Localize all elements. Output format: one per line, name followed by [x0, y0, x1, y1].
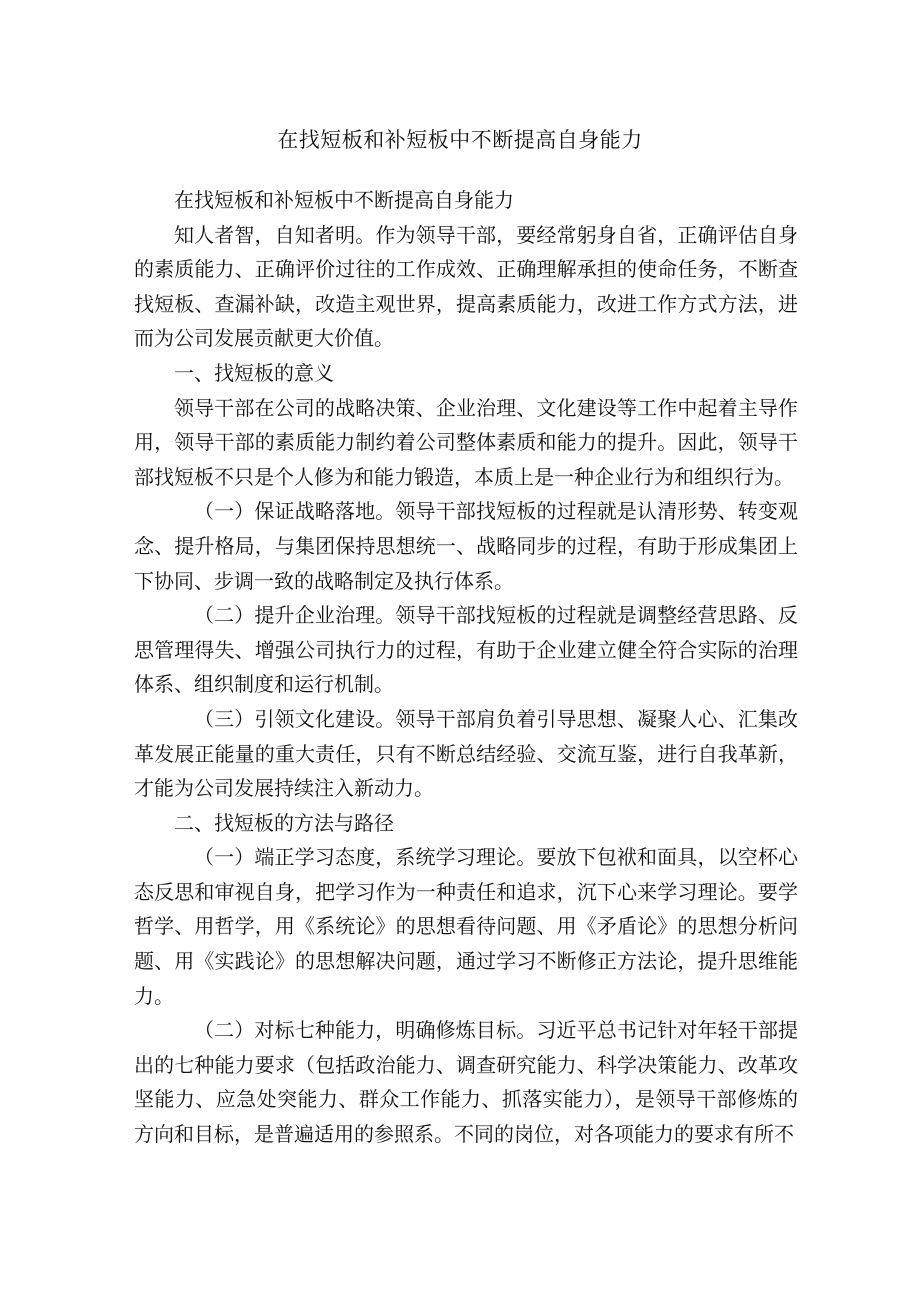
paragraph-point-2-2: （二）对标七种能力，明确修炼目标。习近平总书记针对年轻干部提出的七种能力要求（包括政治能力、调查研究能力、科学决策能力、改革攻坚能力、应急处突能力、群众工作能力、抓落实能力），是领导干部修炼的方向和目标，是普遍适用的参照系。不同的岗位，对各项能力的要求有所不	[134, 1018, 798, 1147]
document-body	[134, 183, 798, 1152]
paragraph-significance: 领导干部在公司的战略决策、企业治理、文化建设等工作中起着主导作用，领导干部的素质能力制约着公司整体素质和能力的提升。因此，领导干部找短板不只是个人修为和能力锻造，本质上是一种企业行为和组织行为。	[134, 395, 798, 489]
section-heading-1: 一、找短板的意义	[174, 360, 334, 385]
document-title: 在找短板和补短板中不断提高自身能力	[277, 128, 643, 152]
paragraph-subtitle: 在找短板和补短板中不断提高自身能力	[174, 188, 514, 212]
paragraph-point-1-1: （一）保证战略落地。领导干部找短板的过程就是认清形势、转变观念、提升格局，与集团保持思想统一、战略同步的过程，有助于形成集团上下协同、步调一致的战略制定及执行体系。	[134, 499, 798, 593]
paragraph-point-1-3: （三）引领文化建设。领导干部肩负着引导思想、凝聚人心、汇集改革发展正能量的重大责任，只有不断总结经验、交流互鉴，进行自我革新，才能为公司发展持续注入新动力。	[134, 706, 798, 801]
section-heading-2: 二、找短板的方法与路径	[174, 810, 394, 835]
paragraph-point-2-1: （一）端正学习态度，系统学习理论。要放下包袱和面具，以空杯心态反思和审视自身，把学习作为一种责任和追求，沉下心来学习理论。要学哲学、用哲学，用《系统论》的思想看待问题、用《矛盾论》的思想分析问题、用《实践论》的思想解决问题，通过学习不断修正方法论，提升思维能力。	[134, 845, 798, 1008]
paragraph-point-1-2: （二）提升企业治理。领导干部找短板的过程就是调整经营思路、反思管理得失、增强公司执行力的过程，有助于企业建立健全符合实际的治理体系、组织制度和运行机制。	[134, 603, 798, 697]
paragraph-intro: 知人者智，自知者明。作为领导干部，要经常躬身自省，正确评估自身的素质能力、正确评价过往的工作成效、正确理解承担的使命任务，不断查找短板、查漏补缺，改造主观世界，提高素质能力，改进工作方式方法，进而为公司发展贡献更大价值。	[134, 222, 798, 351]
